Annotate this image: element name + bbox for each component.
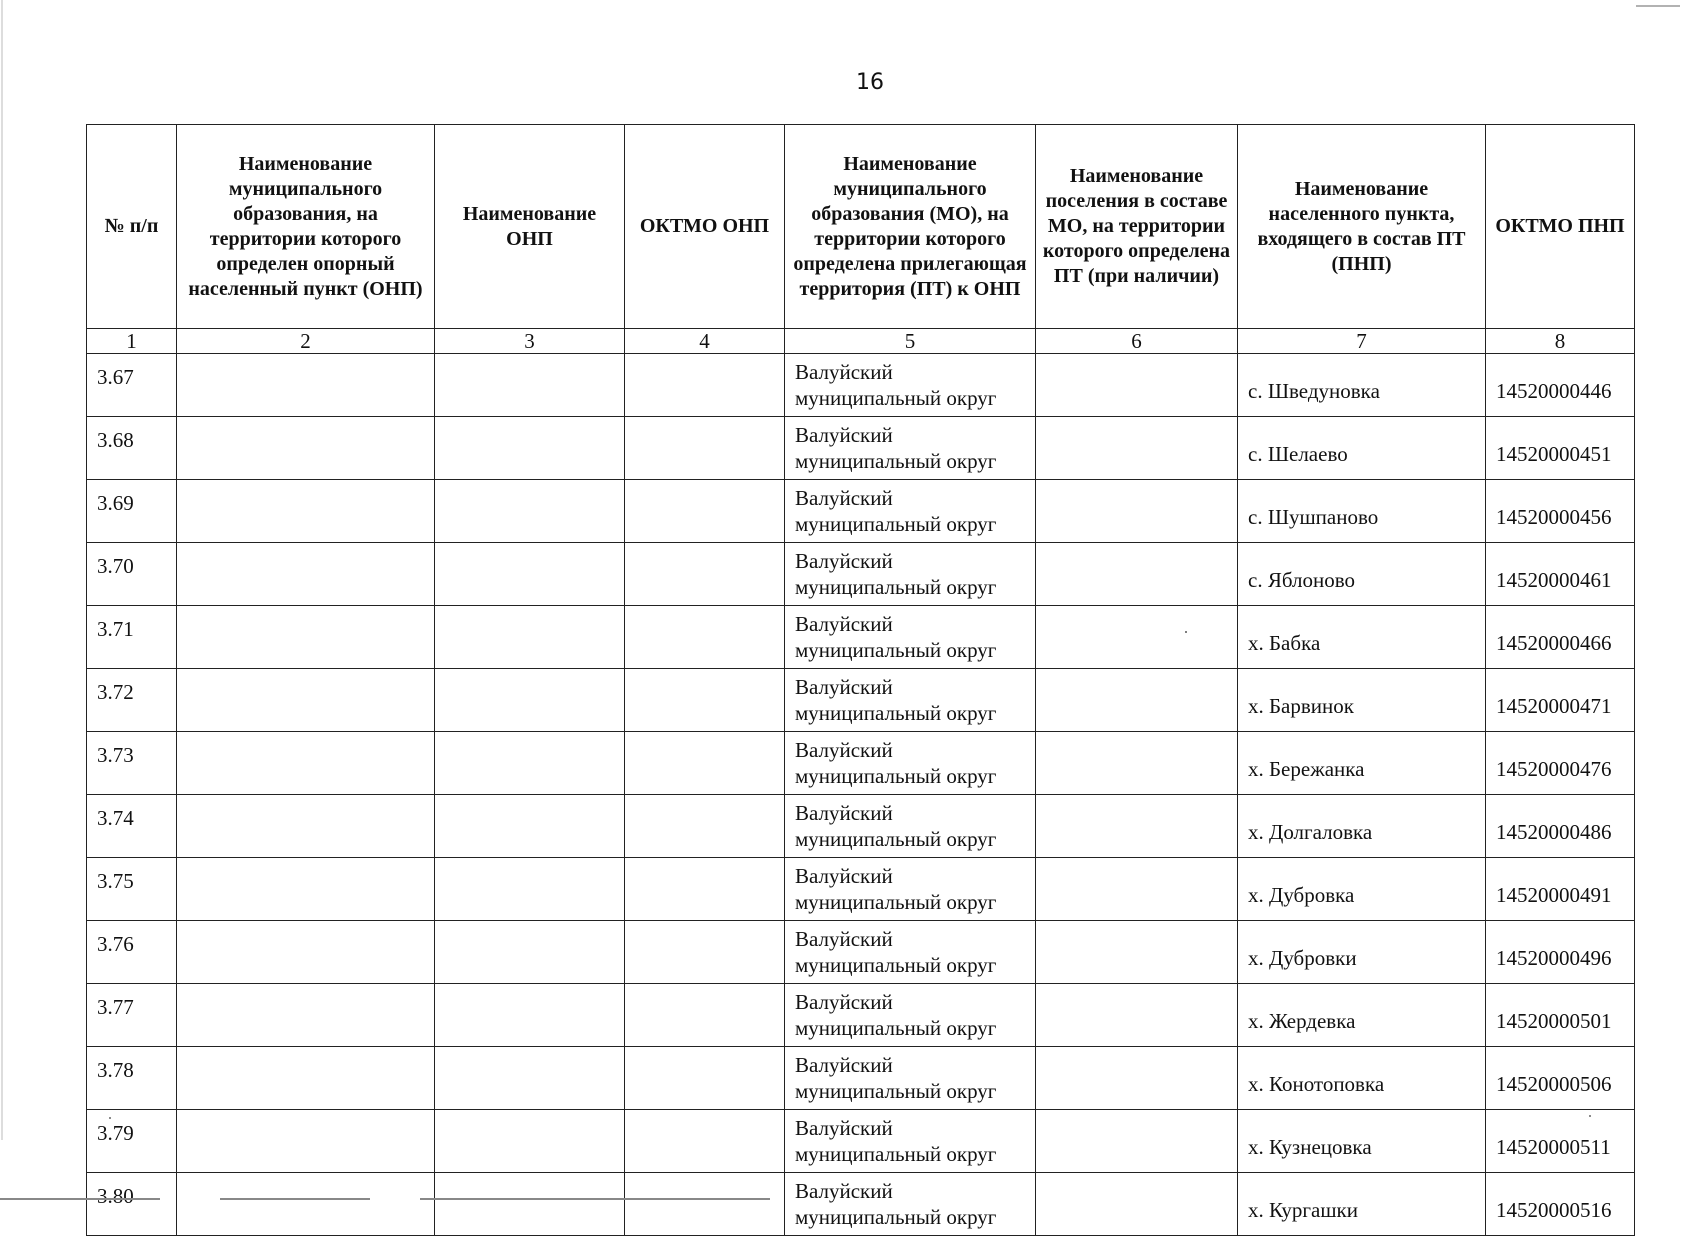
mo-onp-cell xyxy=(177,480,435,543)
mo-pt-cell: Валуйский муниципальный округ xyxy=(785,543,1036,606)
column-number: 6 xyxy=(1036,329,1238,354)
table-row xyxy=(87,417,1635,480)
settlement-cell xyxy=(1036,669,1238,732)
column-number: 4 xyxy=(625,329,785,354)
onp-oktmo-cell xyxy=(625,795,785,858)
table-body xyxy=(87,354,1635,1236)
table-row xyxy=(87,984,1635,1047)
onp-oktmo-cell xyxy=(625,480,785,543)
settlement-cell xyxy=(1036,543,1238,606)
row-number-cell: 3.72 xyxy=(87,669,177,732)
onp-oktmo-cell xyxy=(625,606,785,669)
pnp-oktmo-cell: 14520000451 xyxy=(1486,417,1635,480)
settlement-cell xyxy=(1036,1047,1238,1110)
pnp-name-cell: х. Барвинок xyxy=(1238,669,1486,732)
settlements-table xyxy=(86,124,1635,1236)
settlement-cell xyxy=(1036,921,1238,984)
onp-name-cell xyxy=(435,984,625,1047)
row-number-cell: 3.71 xyxy=(87,606,177,669)
table-row xyxy=(87,669,1635,732)
settlement-cell xyxy=(1036,480,1238,543)
onp-name-cell xyxy=(435,480,625,543)
pnp-name-cell: с. Шелаево xyxy=(1238,417,1486,480)
settlement-cell xyxy=(1036,1173,1238,1236)
settlement-cell xyxy=(1036,1110,1238,1173)
mo-pt-cell: Валуйский муниципальный округ xyxy=(785,669,1036,732)
onp-oktmo-cell xyxy=(625,417,785,480)
row-number-cell: 3.80 xyxy=(87,1173,177,1236)
table-row xyxy=(87,732,1635,795)
settlement-cell xyxy=(1036,795,1238,858)
mo-pt-cell: Валуйский муниципальный округ xyxy=(785,480,1036,543)
table-row xyxy=(87,858,1635,921)
settlement-cell xyxy=(1036,417,1238,480)
row-number-cell: 3.76 xyxy=(87,921,177,984)
mo-pt-cell: Валуйский муниципальный округ xyxy=(785,606,1036,669)
row-number-cell: 3.74 xyxy=(87,795,177,858)
column-number: 5 xyxy=(785,329,1036,354)
mo-onp-cell xyxy=(177,921,435,984)
table-row xyxy=(87,354,1635,417)
pnp-oktmo-cell: 14520000516 xyxy=(1486,1173,1635,1236)
onp-name-cell xyxy=(435,732,625,795)
row-number-cell: 3.77 xyxy=(87,984,177,1047)
onp-oktmo-cell xyxy=(625,543,785,606)
onp-name-cell xyxy=(435,921,625,984)
onp-oktmo-cell xyxy=(625,1110,785,1173)
table-row xyxy=(87,543,1635,606)
column-number: 2 xyxy=(177,329,435,354)
mo-pt-cell: Валуйский муниципальный округ xyxy=(785,354,1036,417)
column-number: 3 xyxy=(435,329,625,354)
pnp-name-cell: х. Жердевка xyxy=(1238,984,1486,1047)
onp-oktmo-cell xyxy=(625,732,785,795)
pnp-name-cell: х. Бережанка xyxy=(1238,732,1486,795)
onp-oktmo-cell xyxy=(625,669,785,732)
pnp-name-cell: х. Долгаловка xyxy=(1238,795,1486,858)
onp-name-cell xyxy=(435,354,625,417)
mo-pt-cell: Валуйский муниципальный округ xyxy=(785,858,1036,921)
mo-pt-cell: Валуйский муниципальный округ xyxy=(785,417,1036,480)
settlement-cell xyxy=(1036,984,1238,1047)
row-number-cell: 3.79 xyxy=(87,1110,177,1173)
table-row xyxy=(87,1173,1635,1236)
onp-oktmo-cell xyxy=(625,858,785,921)
mo-onp-cell xyxy=(177,354,435,417)
row-number-cell: 3.78 xyxy=(87,1047,177,1110)
row-number-cell: 3.67 xyxy=(87,354,177,417)
onp-name-cell xyxy=(435,795,625,858)
onp-oktmo-cell xyxy=(625,984,785,1047)
mo-onp-cell xyxy=(177,732,435,795)
table-row xyxy=(87,1110,1635,1173)
onp-name-cell xyxy=(435,669,625,732)
header-row xyxy=(87,125,1635,329)
mo-onp-cell xyxy=(177,1173,435,1236)
page-number: 16 xyxy=(856,70,884,95)
pnp-oktmo-cell: 14520000476 xyxy=(1486,732,1635,795)
onp-oktmo-cell xyxy=(625,1047,785,1110)
table-row xyxy=(87,795,1635,858)
settlement-cell xyxy=(1036,606,1238,669)
onp-name-cell xyxy=(435,606,625,669)
pnp-name-cell: х. Конотоповка xyxy=(1238,1047,1486,1110)
pnp-oktmo-cell: 14520000471 xyxy=(1486,669,1635,732)
onp-name-cell xyxy=(435,1110,625,1173)
header-cell: ОКТМО ПНП xyxy=(1486,125,1635,329)
mo-onp-cell xyxy=(177,1110,435,1173)
table-row xyxy=(87,606,1635,669)
table-row xyxy=(87,1047,1635,1110)
onp-name-cell xyxy=(435,858,625,921)
table-row xyxy=(87,480,1635,543)
pnp-oktmo-cell: 14520000446 xyxy=(1486,354,1635,417)
mo-pt-cell: Валуйский муниципальный округ xyxy=(785,984,1036,1047)
mo-onp-cell xyxy=(177,417,435,480)
pnp-name-cell: х. Бабка xyxy=(1238,606,1486,669)
mo-onp-cell xyxy=(177,795,435,858)
header-cell: Наименование населенного пункта, входящего в состав ПТ (ПНП) xyxy=(1238,125,1486,329)
mo-pt-cell: Валуйский муниципальный округ xyxy=(785,1173,1036,1236)
header-cell: Наименование муниципального образования (МО), на территории которого определена прилегающая территория (ПТ) к ОНП xyxy=(785,125,1036,329)
header-cell: ОКТМО ОНП xyxy=(625,125,785,329)
pnp-oktmo-cell: 14520000491 xyxy=(1486,858,1635,921)
mo-onp-cell xyxy=(177,606,435,669)
pnp-name-cell: с. Шушпаново xyxy=(1238,480,1486,543)
row-number-cell: 3.73 xyxy=(87,732,177,795)
mo-onp-cell xyxy=(177,669,435,732)
onp-oktmo-cell xyxy=(625,921,785,984)
mo-pt-cell: Валуйский муниципальный округ xyxy=(785,1110,1036,1173)
pnp-oktmo-cell: 14520000456 xyxy=(1486,480,1635,543)
table-row xyxy=(87,921,1635,984)
onp-oktmo-cell xyxy=(625,1173,785,1236)
mo-onp-cell xyxy=(177,1047,435,1110)
column-number-row xyxy=(87,329,1635,354)
row-number-cell: 3.69 xyxy=(87,480,177,543)
settlement-cell xyxy=(1036,354,1238,417)
column-number: 1 xyxy=(87,329,177,354)
onp-name-cell xyxy=(435,1173,625,1236)
pnp-name-cell: х. Дубровки xyxy=(1238,921,1486,984)
pnp-oktmo-cell: 14520000496 xyxy=(1486,921,1635,984)
onp-name-cell xyxy=(435,417,625,480)
header-cell: Наименование поселения в составе МО, на территории которого определена ПТ (при наличии) xyxy=(1036,125,1238,329)
pnp-oktmo-cell: 14520000501 xyxy=(1486,984,1635,1047)
mo-pt-cell: Валуйский муниципальный округ xyxy=(785,795,1036,858)
mo-onp-cell xyxy=(177,543,435,606)
column-number: 8 xyxy=(1486,329,1635,354)
pnp-name-cell: х. Кургашки xyxy=(1238,1173,1486,1236)
header-cell: Наименование ОНП xyxy=(435,125,625,329)
settlement-cell xyxy=(1036,858,1238,921)
pnp-name-cell: с. Яблоново xyxy=(1238,543,1486,606)
onp-oktmo-cell xyxy=(625,354,785,417)
row-number-cell: 3.75 xyxy=(87,858,177,921)
pnp-name-cell: х. Кузнецовка xyxy=(1238,1110,1486,1173)
onp-name-cell xyxy=(435,1047,625,1110)
pnp-name-cell: х. Дубровка xyxy=(1238,858,1486,921)
onp-name-cell xyxy=(435,543,625,606)
row-number-cell: 3.70 xyxy=(87,543,177,606)
pnp-oktmo-cell: 14520000511 xyxy=(1486,1110,1635,1173)
pnp-oktmo-cell: 14520000466 xyxy=(1486,606,1635,669)
mo-pt-cell: Валуйский муниципальный округ xyxy=(785,732,1036,795)
pnp-oktmo-cell: 14520000506 xyxy=(1486,1047,1635,1110)
column-number: 7 xyxy=(1238,329,1486,354)
pnp-oktmo-cell: 14520000486 xyxy=(1486,795,1635,858)
header-cell: Наименование муниципального образования, на территории которого определен опорный населенный пункт (ОНП) xyxy=(177,125,435,329)
pnp-oktmo-cell: 14520000461 xyxy=(1486,543,1635,606)
row-number-cell: 3.68 xyxy=(87,417,177,480)
mo-onp-cell xyxy=(177,858,435,921)
pnp-name-cell: с. Шведуновка xyxy=(1238,354,1486,417)
mo-onp-cell xyxy=(177,984,435,1047)
mo-pt-cell: Валуйский муниципальный округ xyxy=(785,921,1036,984)
mo-pt-cell: Валуйский муниципальный округ xyxy=(785,1047,1036,1110)
settlement-cell xyxy=(1036,732,1238,795)
header-cell: № п/п xyxy=(87,125,177,329)
